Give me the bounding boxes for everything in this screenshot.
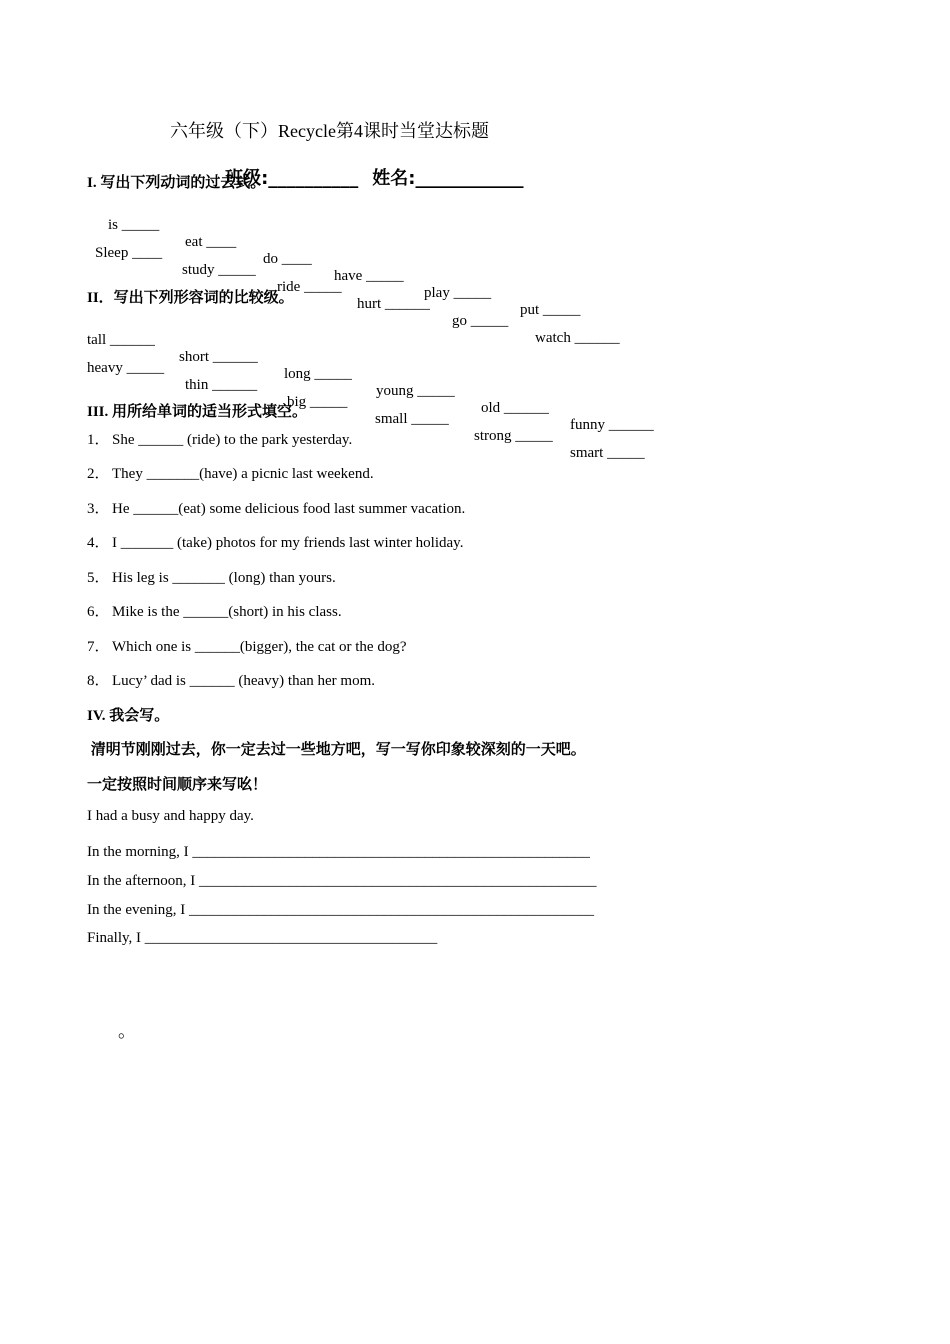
writing-instruction: 清明节刚刚过去，你一定去过一些地方吧，写一写你印象较深刻的一天吧。 [87, 742, 586, 758]
writing-line: In the morning, I _____________________________________________________ [87, 844, 590, 860]
item-number: 3． [87, 501, 110, 517]
word-item: long _____ [284, 366, 352, 382]
section-3-heading: III. 用所给单词的适当形式填空。 [87, 404, 308, 420]
word-item: ride _____ [277, 279, 342, 295]
writing-line: Finally, I _______________________________________ [87, 930, 438, 946]
writing-intro: I had a busy and happy day. [87, 808, 254, 824]
word-item: short ______ [179, 349, 258, 365]
word-item: Sleep ____ [95, 245, 163, 261]
word-item: smart _____ [570, 445, 645, 461]
sentence-text: His leg is _______ (long) than yours. [112, 570, 336, 586]
word-item: strong _____ [474, 428, 553, 444]
item-number: 5． [87, 570, 110, 586]
word-item: study _____ [182, 262, 256, 278]
fill-in-sentence [87, 635, 407, 656]
sentence-text: She ______ (ride) to the park yesterday. [112, 432, 353, 448]
fill-in-sentence [87, 669, 375, 690]
word-item: do ____ [263, 251, 312, 267]
word-item: put _____ [520, 302, 581, 318]
writing-instruction: 一定按照时间顺序来写吆！ [87, 777, 268, 793]
name-field: 姓名:____________ [372, 168, 524, 189]
word-item: thin ______ [185, 377, 258, 393]
fill-in-sentence [87, 497, 465, 518]
writing-line: In the evening, I ______________________________________________________ [87, 902, 595, 918]
word-item: old ______ [481, 400, 549, 416]
word-item: is _____ [108, 217, 160, 233]
class-field: 班级:__________ [225, 168, 359, 189]
word-item: funny ______ [570, 417, 654, 433]
item-number: 8． [87, 673, 110, 689]
item-number: 7． [87, 639, 110, 655]
word-item: play _____ [424, 285, 492, 301]
item-number: 4． [87, 535, 110, 551]
section-1-heading: I. 写出下列动词的过去式。 [87, 175, 266, 191]
word-item: young _____ [376, 383, 455, 399]
fill-in-sentence [87, 600, 342, 621]
word-item: hurt ______ [357, 296, 430, 312]
word-item: small _____ [375, 411, 449, 427]
item-number: 1． [87, 432, 110, 448]
section-2-heading: II．写出下列形容词的比较级。 [87, 290, 294, 306]
sentence-text: Lucy’ dad is ______ (heavy) than her mom. [112, 673, 375, 689]
trailing-punctuation: 。 [118, 1021, 136, 1041]
word-item: have _____ [334, 268, 404, 284]
sentence-text: He ______(eat) some delicious food last summer vacation. [112, 501, 466, 517]
fill-in-sentence [87, 531, 463, 552]
sentence-text: They _______(have) a picnic last weekend. [112, 466, 374, 482]
fill-in-sentence [87, 462, 374, 483]
word-item: tall ______ [87, 332, 155, 348]
word-item: watch ______ [535, 330, 620, 346]
writing-line: In the afternoon, I _____________________________________________________ [87, 873, 597, 889]
item-number: 2． [87, 466, 110, 482]
item-number: 6． [87, 604, 110, 620]
sentence-text: Which one is ______(bigger), the cat or the dog? [112, 639, 407, 655]
section-4-heading: IV. 我会写。 [87, 708, 170, 724]
word-item: heavy _____ [87, 360, 165, 376]
fill-in-sentence [87, 566, 336, 587]
worksheet-title: 六年级（下）Recycle第4课时当堂达标题 [170, 121, 489, 141]
word-item: big _____ [287, 394, 348, 410]
sentence-text: I _______ (take) photos for my friends last winter holiday. [112, 535, 464, 551]
word-item: go _____ [452, 313, 509, 329]
fill-in-sentence [87, 428, 352, 449]
word-item: eat ____ [185, 234, 237, 250]
sentence-text: Mike is the ______(short) in his class. [112, 604, 342, 620]
